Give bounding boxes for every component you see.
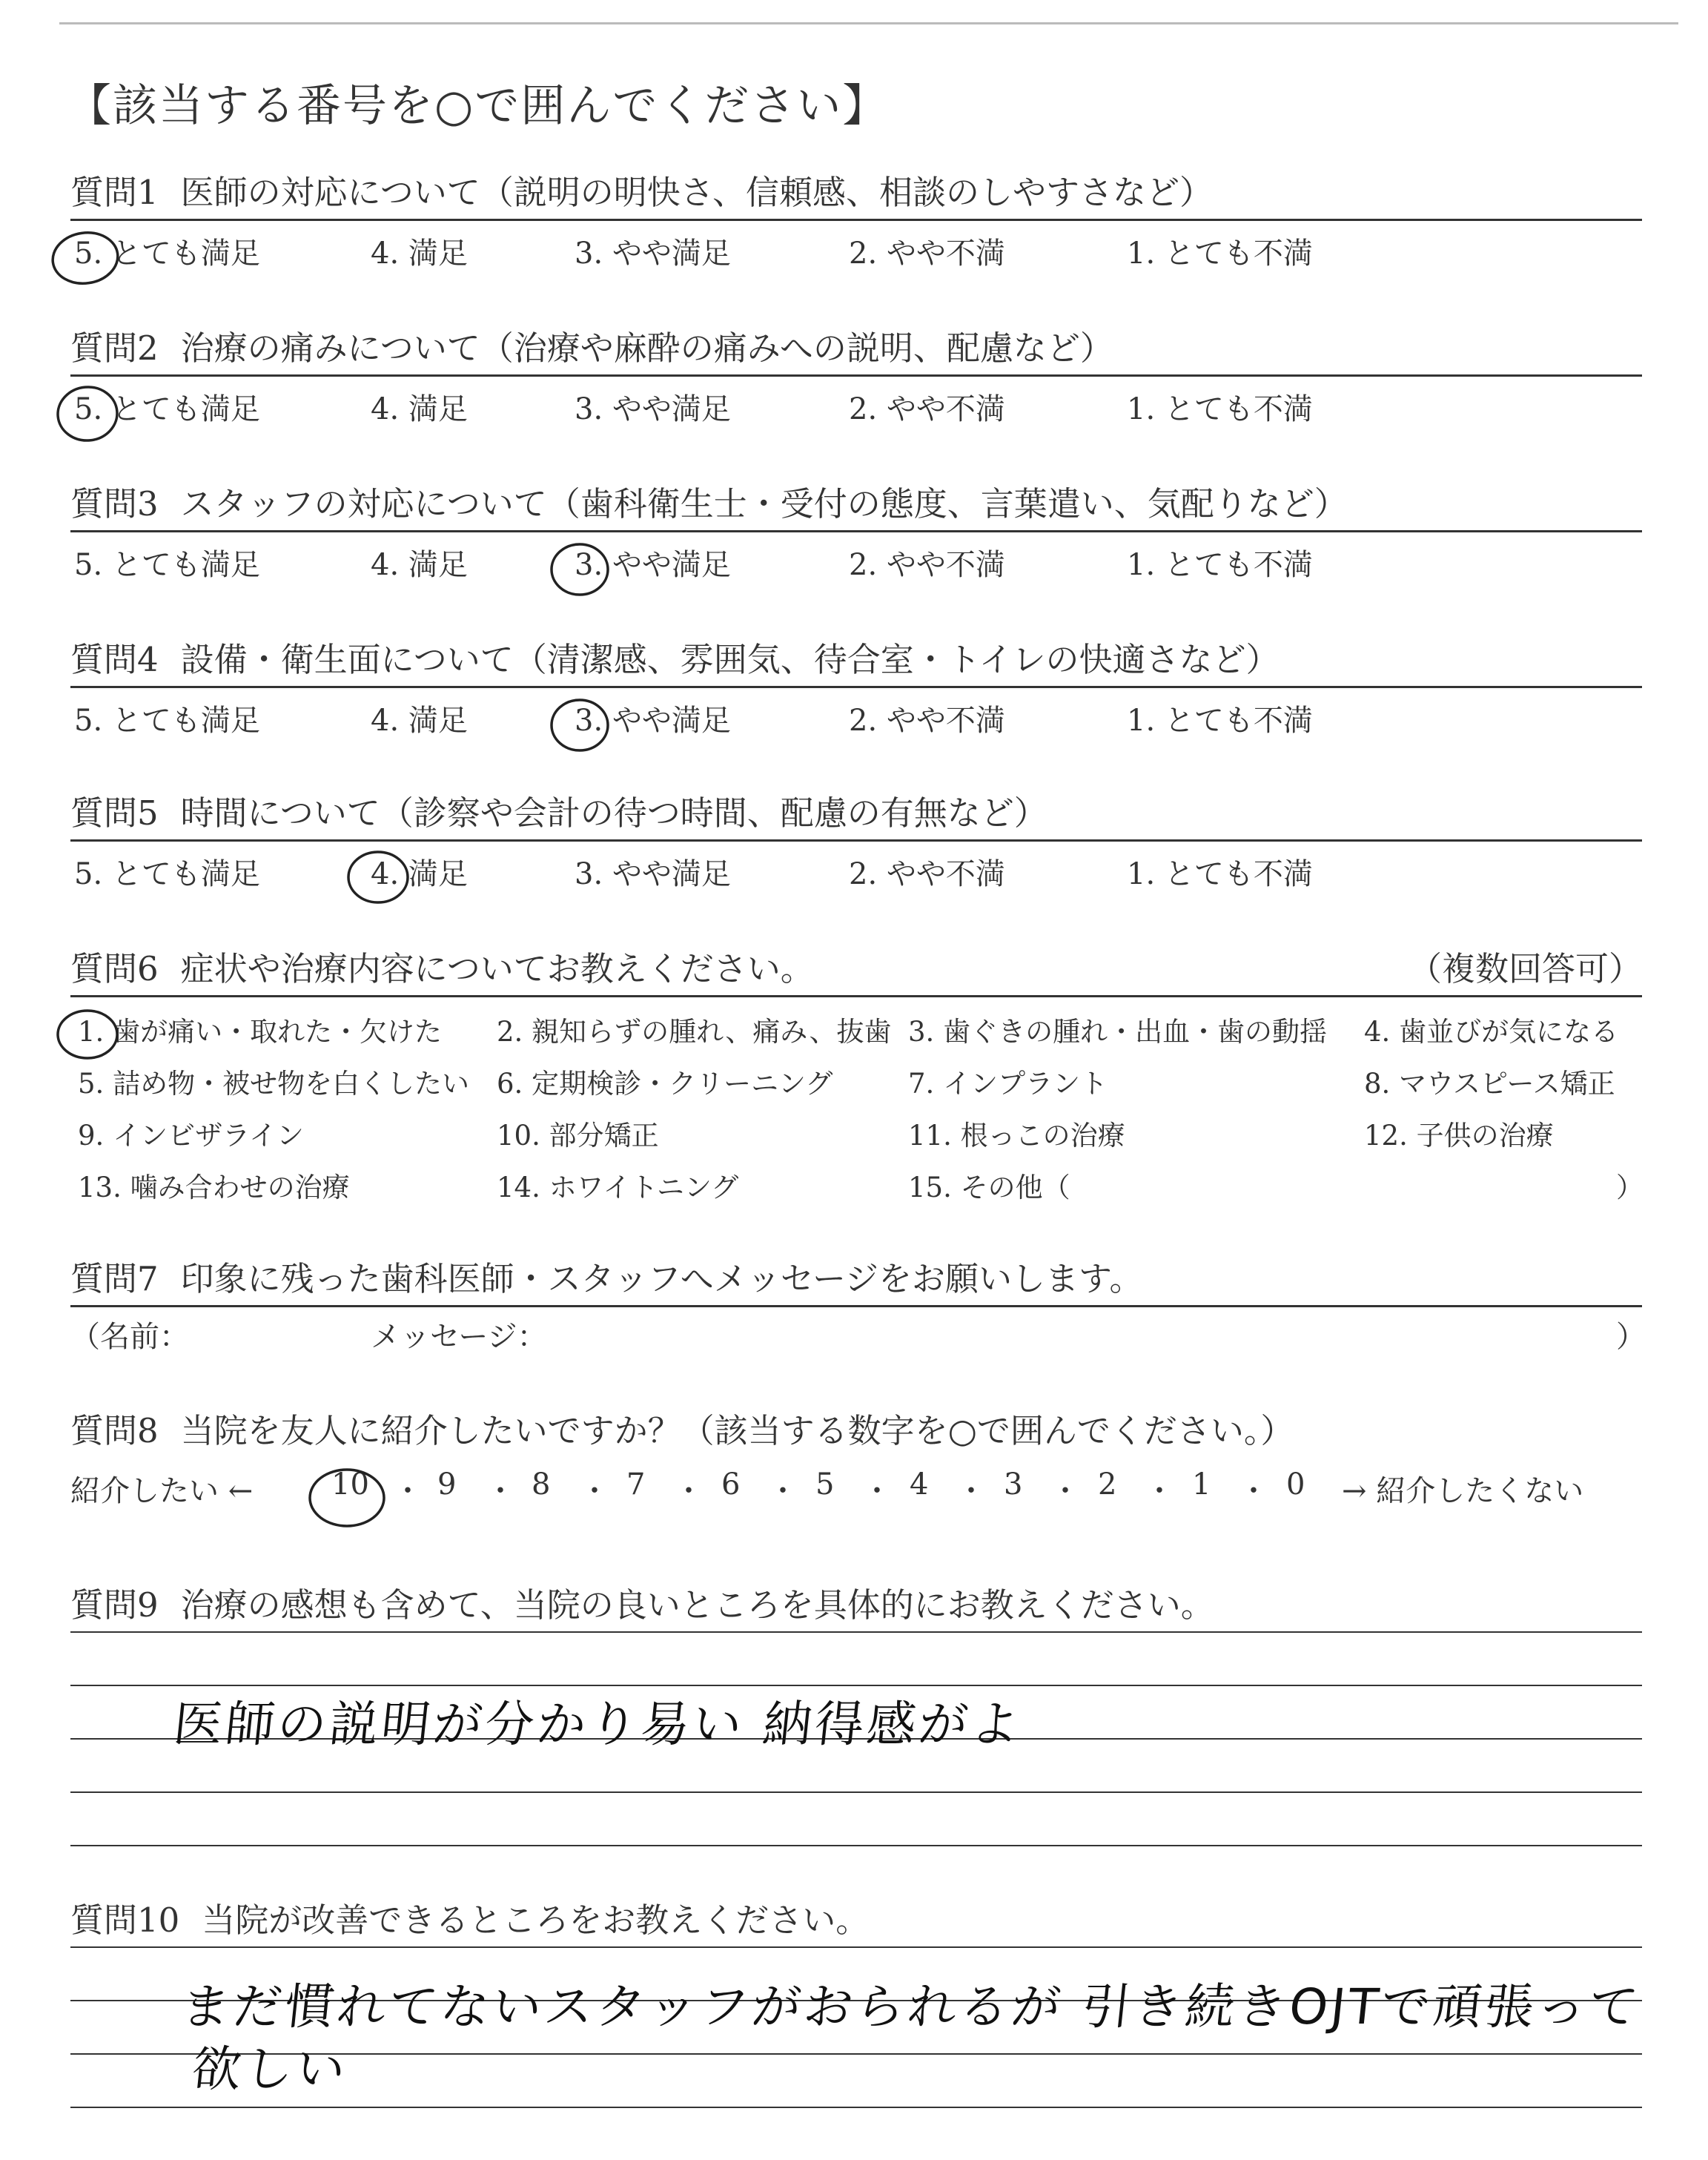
recommend-scale xyxy=(70,1457,1642,1516)
option-1[interactable]: 1. とても不満 xyxy=(1127,857,1313,891)
message-label: メッセージ： xyxy=(371,1320,547,1354)
recommend-right-label: → 紹介したくない xyxy=(1342,1474,1584,1508)
option-2[interactable]: 2. やや不満 xyxy=(849,237,1005,271)
scale-dot: ・ xyxy=(1050,1474,1080,1508)
scale-10[interactable]: 10 xyxy=(331,1467,369,1502)
option-1[interactable]: 1. とても不満 xyxy=(1127,392,1313,426)
question-3 xyxy=(70,478,1642,586)
scale-dot: ・ xyxy=(674,1474,704,1508)
option-2[interactable]: 2. やや不満 xyxy=(849,857,1005,891)
name-label: （名前： xyxy=(70,1320,189,1354)
option-5[interactable]: 5. とても満足 xyxy=(74,857,260,891)
question-title xyxy=(70,634,1642,686)
option-1[interactable]: 1. とても不満 xyxy=(1127,237,1313,271)
question-text: 当院が改善できるところをお教えください。 xyxy=(202,1900,870,1940)
symptom-option-1[interactable]: 1. 歯が痛い・取れた・欠けた xyxy=(78,1016,443,1048)
question-8 xyxy=(70,1405,1642,1516)
question-title xyxy=(70,943,1642,995)
option-3[interactable]: 3. やや満足 xyxy=(575,237,731,271)
option-4[interactable]: 4. 満足 xyxy=(371,392,468,426)
question-10 xyxy=(70,1895,1644,2098)
symptom-option-9[interactable]: 9. インビザライン xyxy=(78,1120,304,1152)
question-4 xyxy=(70,634,1642,742)
question-number: 質問5 xyxy=(70,793,159,833)
scale-6[interactable]: 6 xyxy=(721,1467,741,1502)
question-title xyxy=(70,1405,1642,1457)
scale-1[interactable]: 1 xyxy=(1192,1467,1211,1502)
option-3[interactable]: 3. やや満足 xyxy=(575,548,731,582)
scale-dot: ・ xyxy=(1239,1474,1268,1508)
question-title xyxy=(70,478,1642,530)
option-4[interactable]: 4. 満足 xyxy=(371,237,468,271)
option-2[interactable]: 2. やや不満 xyxy=(849,704,1005,738)
scale-dot: ・ xyxy=(393,1474,423,1508)
symptom-option-10[interactable]: 10. 部分矯正 xyxy=(497,1120,659,1152)
question-number: 質問3 xyxy=(70,484,159,524)
question-2 xyxy=(70,323,1642,430)
question-6 xyxy=(70,943,1642,1220)
option-4[interactable]: 4. 満足 xyxy=(371,704,468,738)
symptom-option-13[interactable]: 13. 噛み合わせの治療 xyxy=(78,1172,350,1203)
option-1[interactable]: 1. とても不満 xyxy=(1127,548,1313,582)
scale-8[interactable]: 8 xyxy=(532,1467,551,1502)
question-number: 質問1 xyxy=(70,173,159,212)
symptom-option-8[interactable]: 8. マウスピース矯正 xyxy=(1364,1068,1615,1100)
option-2[interactable]: 2. やや不満 xyxy=(849,392,1005,426)
option-3[interactable]: 3. やや満足 xyxy=(575,392,731,426)
question-text: 当院を友人に紹介したいですか？（該当する数字を○で囲んでください。） xyxy=(180,1411,1294,1450)
question-title xyxy=(70,787,1642,839)
answer-line xyxy=(70,2107,1642,2108)
option-5[interactable]: 5. とても満足 xyxy=(74,237,260,271)
option-2[interactable]: 2. やや不満 xyxy=(849,548,1005,582)
scale-dot: ・ xyxy=(1145,1474,1174,1508)
option-3[interactable]: 3. やや満足 xyxy=(575,704,731,738)
option-3[interactable]: 3. やや満足 xyxy=(575,857,731,891)
symptom-option-6[interactable]: 6. 定期検診・クリーニング xyxy=(497,1068,833,1100)
symptom-option-12[interactable]: 12. 子供の治療 xyxy=(1364,1120,1554,1152)
question-text: 症状や治療内容についてお教えください。 xyxy=(180,949,814,988)
rating-options xyxy=(70,221,1642,274)
question-text: 治療の痛みについて（治療や麻酔の痛みへの説明、配慮など） xyxy=(180,328,1113,368)
symptom-option-15[interactable]: 15. その他（ xyxy=(908,1172,1070,1203)
question-title xyxy=(70,167,1642,219)
scale-5[interactable]: 5 xyxy=(815,1467,835,1502)
symptom-options xyxy=(70,997,1642,1220)
symptom-option-5[interactable]: 5. 詰め物・被せ物を白くしたい xyxy=(78,1068,470,1100)
question-title xyxy=(70,1579,1642,1631)
question-text: 設備・衛生面について（清潔感、雰囲気、待合室・トイレの快適さなど） xyxy=(180,640,1280,679)
question-number: 質問6 xyxy=(70,949,159,988)
message-row xyxy=(70,1307,1646,1359)
scale-dot: ・ xyxy=(580,1474,609,1508)
option-5[interactable]: 5. とても満足 xyxy=(74,704,260,738)
scale-dot: ・ xyxy=(768,1474,798,1508)
question-number: 質問7 xyxy=(70,1259,159,1298)
answer-line xyxy=(70,1946,1642,1948)
question-1 xyxy=(70,167,1642,274)
symptom-option-11[interactable]: 11. 根っこの治療 xyxy=(908,1120,1125,1152)
symptom-option-14[interactable]: 14. ホワイトニング xyxy=(497,1172,739,1203)
question-text: 印象に残った歯科医師・スタッフへメッセージをお願いします。 xyxy=(180,1259,1143,1298)
scale-2[interactable]: 2 xyxy=(1098,1467,1117,1502)
option-5[interactable]: 5. とても満足 xyxy=(74,392,260,426)
symptom-option-4[interactable]: 4. 歯並びが気になる xyxy=(1364,1016,1619,1048)
scale-9[interactable]: 9 xyxy=(437,1467,457,1502)
scale-0[interactable]: 0 xyxy=(1286,1467,1305,1502)
question-9 xyxy=(70,1579,1642,1753)
question-7 xyxy=(70,1253,1646,1359)
question-title xyxy=(70,1895,1642,1946)
question-title xyxy=(70,323,1642,374)
option-4[interactable]: 4. 満足 xyxy=(371,857,468,891)
rating-options xyxy=(70,377,1642,430)
page-heading: 【該当する番号を○で囲んでください】 xyxy=(67,80,889,132)
scale-3[interactable]: 3 xyxy=(1004,1467,1023,1502)
question-text: 時間について（診察や会計の待つ時間、配慮の有無など） xyxy=(180,793,1047,833)
rating-options xyxy=(70,532,1642,586)
rating-options xyxy=(70,842,1642,895)
handwritten-answer-line-2: 欲しい xyxy=(189,2041,351,2098)
answer-line xyxy=(70,1631,1642,1633)
scale-7[interactable]: 7 xyxy=(626,1467,646,1502)
scale-dot: ・ xyxy=(862,1474,892,1508)
top-border xyxy=(59,22,1678,24)
multiple-answers-note: （複数回答可） xyxy=(1408,949,1642,988)
question-number: 質問4 xyxy=(70,640,159,679)
option-1[interactable]: 1. とても不満 xyxy=(1127,704,1313,738)
other-close-paren: ） xyxy=(1616,1172,1644,1203)
option-5[interactable]: 5. とても満足 xyxy=(74,548,260,582)
question-text: 医師の対応について（説明の明快さ、信頼感、相談のしやすさなど） xyxy=(180,173,1213,212)
question-number: 質問9 xyxy=(70,1585,159,1625)
question-number: 質問8 xyxy=(70,1411,159,1450)
question-5 xyxy=(70,787,1642,895)
scale-4[interactable]: 4 xyxy=(910,1467,929,1502)
question-text: スタッフの対応について（歯科衛生士・受付の態度、言葉遣い、気配りなど） xyxy=(180,484,1348,524)
question-number: 質問2 xyxy=(70,328,159,368)
option-4[interactable]: 4. 満足 xyxy=(371,548,468,582)
message-close-paren: ） xyxy=(1616,1320,1646,1354)
scale-dot: ・ xyxy=(486,1474,515,1508)
recommend-left-label: 紹介したい ← xyxy=(70,1474,254,1508)
rating-options xyxy=(70,688,1642,742)
symptom-option-7[interactable]: 7. インプラント xyxy=(908,1068,1108,1100)
scale-dot: ・ xyxy=(956,1474,986,1508)
handwritten-answer: 医師の説明が分かり易い 納得感がよ xyxy=(171,1696,1026,1753)
symptom-option-2[interactable]: 2. 親知らずの腫れ、痛み、抜歯 xyxy=(497,1016,892,1048)
question-text: 治療の感想も含めて、当院の良いところを具体的にお教えください。 xyxy=(180,1585,1214,1625)
question-title xyxy=(70,1253,1642,1305)
question-number: 質問10 xyxy=(70,1900,180,1940)
answer-line xyxy=(70,1791,1642,1793)
handwritten-answer-line-1: まだ慣れてないスタッフがおられるが 引き続きOJTで頑張って xyxy=(178,1978,1644,2035)
answer-line xyxy=(70,1845,1642,1846)
symptom-option-3[interactable]: 3. 歯ぐきの腫れ・出血・歯の動揺 xyxy=(908,1016,1328,1048)
